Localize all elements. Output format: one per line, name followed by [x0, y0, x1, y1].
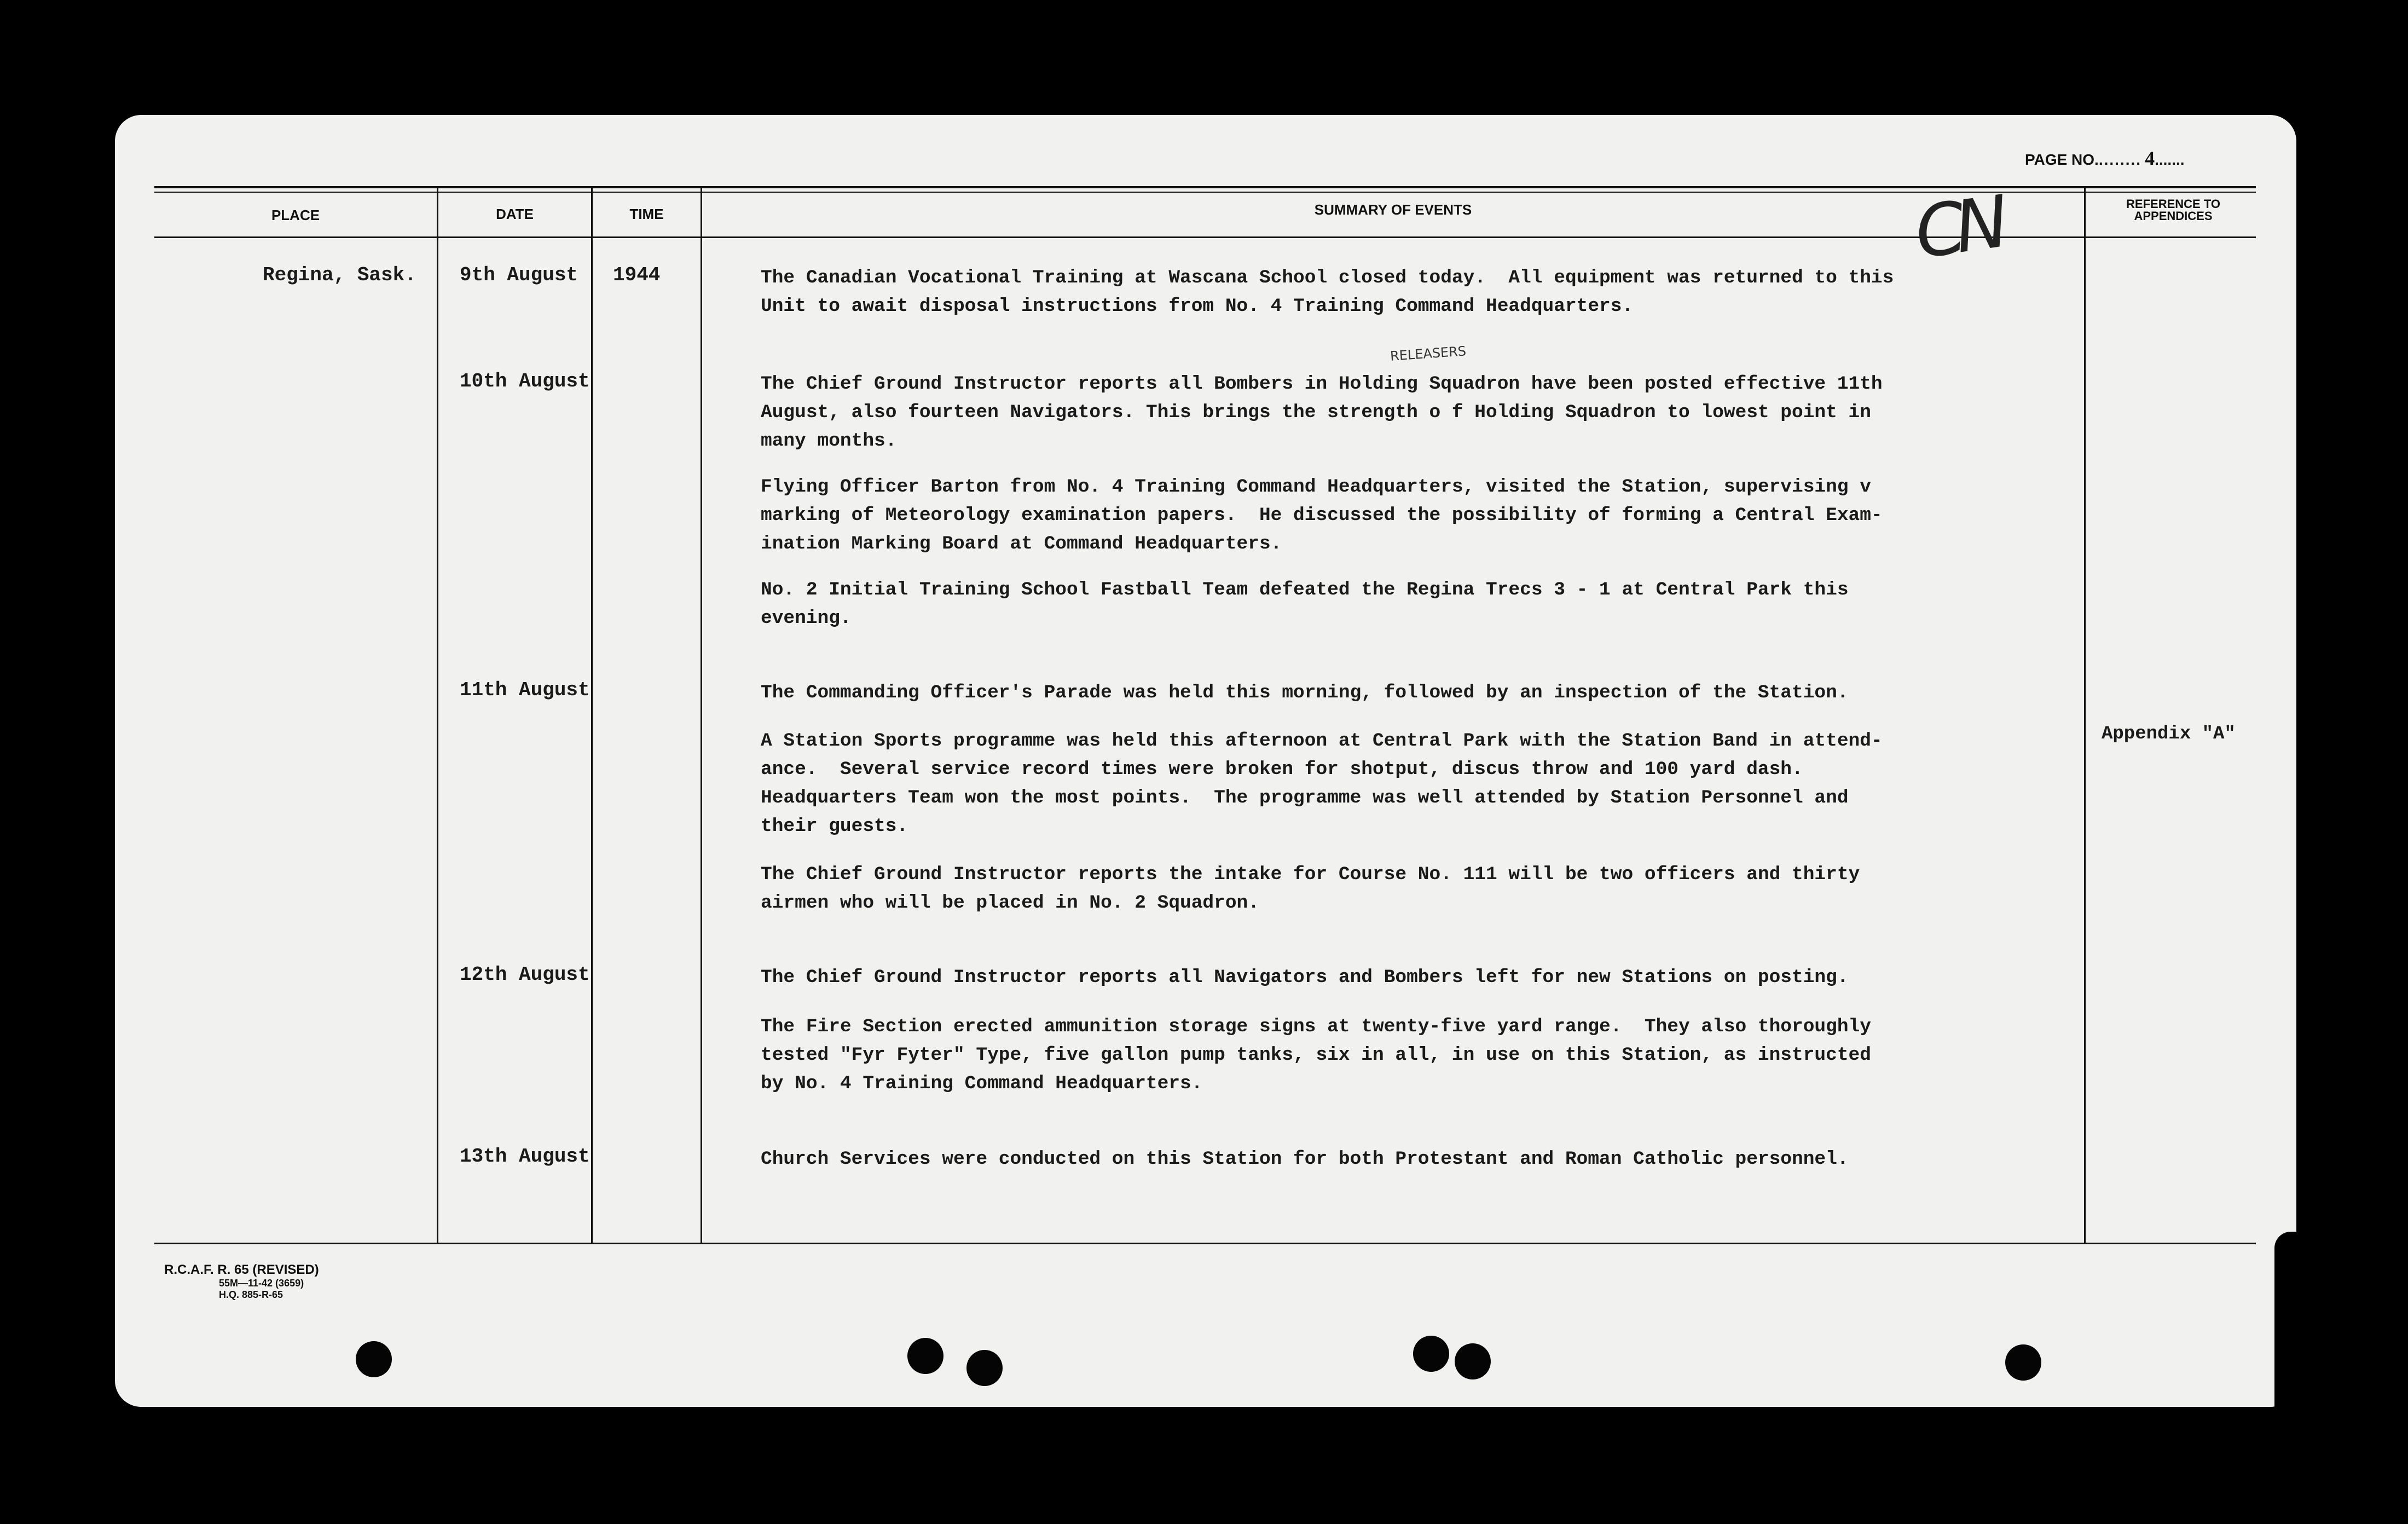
column-header-time: TIME [629, 206, 664, 222]
appendix-reference: Appendix "A" [2102, 724, 2236, 744]
time-1944: 1944 [613, 264, 661, 286]
form-number: R.C.A.F. R. 65 (REVISED) [164, 1262, 319, 1277]
entry-13-august-church: Church Services were conducted on this Station for both Protestant and Roman Catholic personnel. [761, 1148, 1849, 1170]
column-divider-time [701, 186, 702, 1244]
punch-hole [1413, 1336, 1449, 1372]
punch-hole [2005, 1344, 2041, 1381]
date-9-august: 9th August [460, 264, 578, 286]
punch-hole [966, 1350, 1003, 1386]
entry-11-august-sports: A Station Sports programme was held this afternoon at Central Park with the Station Band in attend- ance. Several service record times were broken for shotput, discus throw and 100 yard dash. Headquarters Team won the most points. The programme was well attended by Station Personnel and their guests. [761, 730, 1883, 837]
punch-hole [356, 1341, 392, 1377]
form-hq-code: H.Q. 885-R-65 [219, 1289, 283, 1300]
entry-11-august-course-intake: The Chief Ground Instructor reports the intake for Course No. 111 will be two officers and thirty airmen who will be placed in No. 2 Squadron. [761, 864, 1860, 914]
form-print-code: 55M—11-42 (3659) [219, 1278, 304, 1289]
handwritten-insertion: RELEASERS [1390, 343, 1467, 364]
place-entry: Regina, Sask. [263, 264, 416, 286]
date-13-august: 13th August [460, 1145, 590, 1168]
column-header-reference: REFERENCE TO APPENDICES [2126, 197, 2220, 223]
column-header-summary: SUMMARY OF EVENTS [1314, 201, 1472, 218]
entry-10-august-examination-papers: Flying Officer Barton from No. 4 Training Command Headquarters, visited the Station, supervising v marking of Meteorology examination papers. He discussed the possibility of forming a Central Exam- ination Marking Board at Command Headquarters. [761, 476, 1883, 555]
entry-12-august-postings: The Chief Ground Instructor reports all Navigators and Bombers left for new Stations on posting. [761, 967, 1849, 988]
date-11-august: 11th August [460, 679, 590, 701]
column-divider-place [437, 186, 438, 1244]
handwritten-initials: CN [1910, 181, 2004, 275]
diary-card [115, 115, 2296, 1407]
entry-10-august-fastball: No. 2 Initial Training School Fastball Team defeated the Regina Trecs 3 - 1 at Central Park this evening. [761, 579, 1849, 629]
form-footer [164, 1262, 319, 1301]
punch-hole [907, 1338, 943, 1374]
column-divider-summary [2084, 186, 2086, 1244]
entry-12-august-fire-section: The Fire Section erected ammunition storage signs at twenty-five yard range. They also thoroughly tested "Fyr Fyter" Type, five gallon pump tanks, six in all, in use on this Station, as instructed by No. 4 Training Command Headquarters. [761, 1016, 1871, 1094]
page-number-value: 4 [2145, 147, 2155, 169]
column-divider-date [591, 186, 593, 1244]
page-number: PAGE NO......... 4....... [2025, 147, 2185, 169]
date-10-august: 10th August [460, 370, 590, 392]
column-header-date: DATE [496, 206, 534, 222]
table-bottom-rule [154, 1243, 2256, 1244]
punch-hole [1455, 1343, 1491, 1379]
entry-11-august-parade: The Commanding Officer's Parade was held this morning, followed by an inspection of the Station. [761, 682, 1849, 703]
entry-10-august-holding-squadron: The Chief Ground Instructor reports all Bombers in Holding Squadron have been posted effective 11th August, also fourteen Navigators. This brings the strength o f Holding Squadron to lowest point in many months. [761, 373, 1883, 452]
date-12-august: 12th August [460, 963, 590, 986]
column-header-place: PLACE [271, 207, 320, 223]
entry-9-august: The Canadian Vocational Training at Wascana School closed today. All equipment was returned to this Unit to await disposal instructions from No. 4 Training Command Headquarters. [761, 267, 1894, 317]
